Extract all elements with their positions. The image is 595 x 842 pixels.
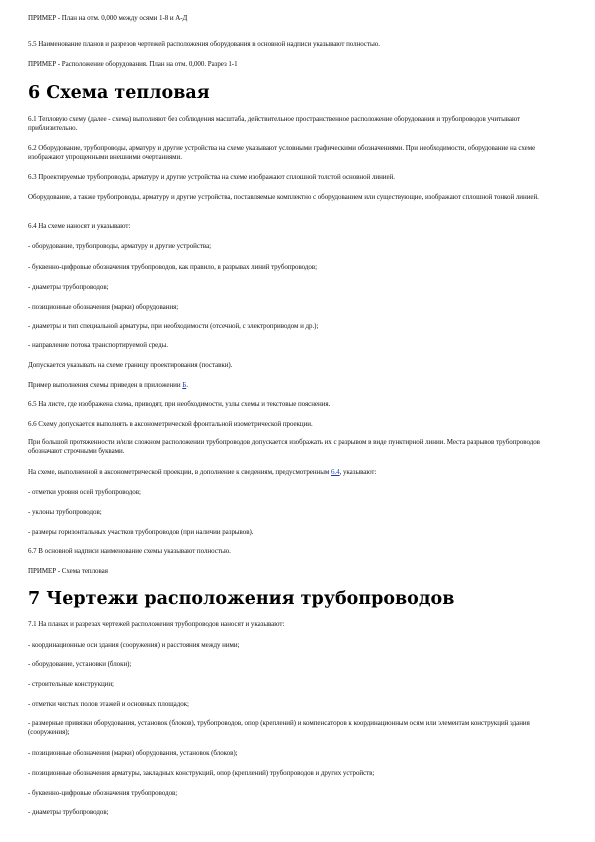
appendix-b-link[interactable]: Б <box>182 381 187 389</box>
paragraph: При большой протяженности и/или сложном расположении трубопроводов допускается изображать их с разрывом в виде пунктирной линии. Места разрывов трубопроводов обозначают строчными буквами. <box>28 438 540 455</box>
list-item: - буквенно-цифровые обозначения трубопроводов, как правило, в разрывах линий трубопроводов; <box>28 263 318 271</box>
list-item: - диаметры трубопроводов; <box>28 808 109 816</box>
paragraph: Допускается указывать на схеме границу проектирования (поставки). <box>28 361 233 369</box>
list-item: - позиционные обозначения (марки) оборудования, установок (блоков); <box>28 749 238 757</box>
list-item: - строительные конструкции; <box>28 680 114 688</box>
paragraph: 6.1 Тепловую схему (далее - схема) выполняют без соблюдения масштаба, действительное пространственное расположение оборудования и трубопроводов учитывают приблизительно. <box>28 115 521 132</box>
paragraph-text: Пример выполнения схемы приведен в приложении <box>28 381 183 389</box>
list-item: - размеры горизонтальных участков трубопроводов (при наличии разрывов). <box>28 528 254 536</box>
section-heading-6: 6 Схема тепловая <box>28 83 210 103</box>
section-6-4-link[interactable]: 6.4 <box>330 468 340 476</box>
list-item: - оборудование, трубопроводы, арматуру и другие устройства; <box>28 242 212 250</box>
example-text: ПРИМЕР - Расположение оборудования. План на отм. 0,000. Разрез 1-1 <box>28 60 238 68</box>
list-item: - размерные привязки оборудования, установок (блоков), трубопроводов, опор (креплений) и компенсаторов к координационным осям или элементам конструкций здания (сооружения); <box>28 719 530 736</box>
list-item: - диаметры и тип специальной арматуры, при необходимости (отсечной, с электроприводом и др.); <box>28 322 319 330</box>
example-text: ПРИМЕР - Схема тепловая <box>28 567 108 575</box>
paragraph-text-end: , указывают: <box>339 468 377 476</box>
paragraph: 6.5 На листе, где изображена схема, приводят, при необходимости, узлы схемы и текстовые пояснения. <box>28 400 331 408</box>
paragraph-text: На схеме, выполненной в аксонометрической проекции, в дополнение к сведениям, предусмотренным <box>28 468 331 476</box>
list-item: - позиционные обозначения арматуры, закладных конструкций, опор (креплений) трубопроводов и других устройств; <box>28 769 375 777</box>
list-item: - отметки чистых полов этажей и основных площадок; <box>28 700 189 708</box>
paragraph <box>28 381 568 390</box>
section-heading-7: 7 Чертежи расположения трубопроводов <box>28 589 455 609</box>
list-item: - отметки уровня осей трубопроводов; <box>28 488 141 496</box>
paragraph: 6.3 Проектируемые трубопроводы, арматуру и другие устройства на схеме изображают сплошной толстой основной линией. <box>28 173 395 181</box>
paragraph: 7.1 На планах и разрезах чертежей расположения трубопроводов наносят и указывают: <box>28 620 285 628</box>
list-item: - уклоны трубопроводов; <box>28 508 102 516</box>
paragraph: 6.2 Оборудование, трубопроводы, арматуру и другие устройства на схеме указывают условными графическими обозначениями. При необходимости, оборудование на схеме изображают упрощенными внешними очертаниями. <box>28 144 536 161</box>
paragraph-text-end: . <box>186 381 188 389</box>
example-text: ПРИМЕР - План на отм. 0,000 между осями 1-8 и А-Д <box>28 14 188 22</box>
list-item: - буквенно-цифровые обозначения трубопроводов; <box>28 789 178 797</box>
list-item: - диаметры трубопроводов; <box>28 283 109 291</box>
paragraph: Оборудование, а также трубопроводы, арматуру и другие устройства, поставляемые комплектно с оборудованием или существующие, изображают сплошной тонкой линией. <box>28 193 539 201</box>
list-item: - направление потока транспортируемой среды. <box>28 341 168 349</box>
paragraph: 6.4 На схеме наносят и указывают: <box>28 222 131 230</box>
paragraph: 6.6 Схему допускается выполнять в аксонометрической фронтальной изометрической проекции. <box>28 420 313 428</box>
list-item: - координационные оси здания (сооружения) и расстояния между ними; <box>28 641 240 649</box>
paragraph: 5.5 Наименование планов и разрезов чертежей расположения оборудования в основной надписи указывают полностью. <box>28 40 380 48</box>
list-item: - оборудование, установки (блоки); <box>28 660 132 668</box>
paragraph <box>28 468 568 477</box>
paragraph: 6.7 В основной надписи наименование схемы указывают полностью. <box>28 547 231 555</box>
list-item: - позиционные обозначения (марки) оборудования; <box>28 303 179 311</box>
